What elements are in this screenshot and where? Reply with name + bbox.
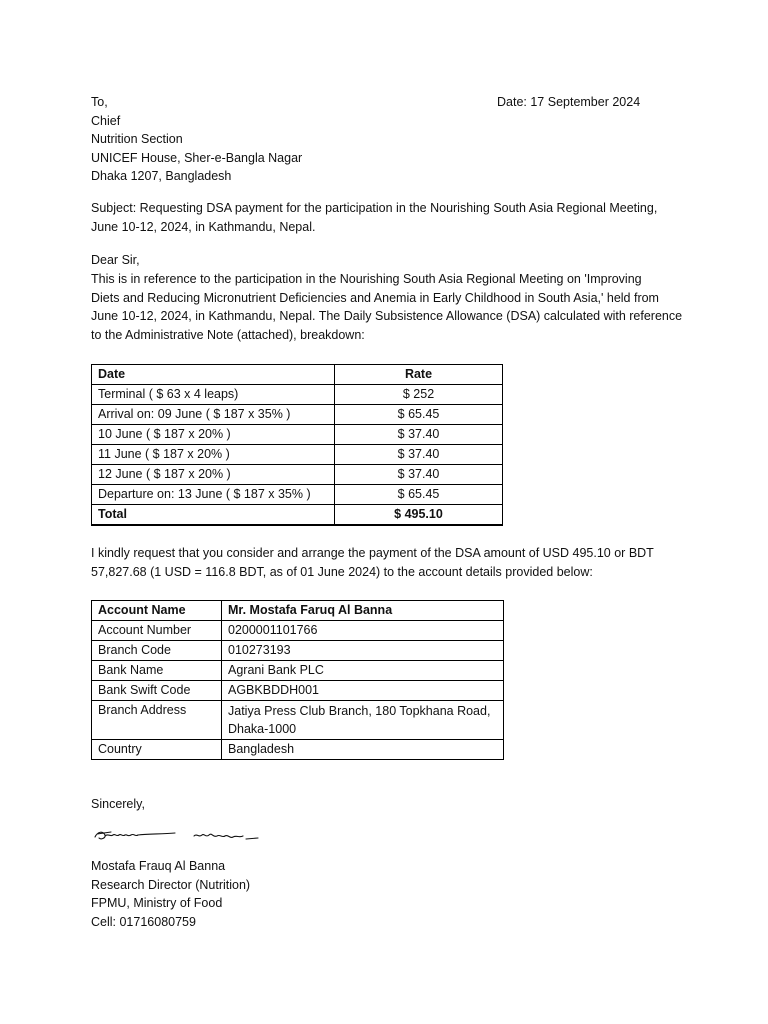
dsa-date-cell: Terminal ( $ 63 x 4 leaps) — [92, 385, 335, 405]
table-row — [92, 445, 503, 465]
dsa-rate-cell: $ 37.40 — [335, 445, 503, 465]
table-row — [92, 701, 504, 740]
signer-name: Mostafa Frauq Al Banna — [91, 859, 226, 873]
signer-organization: FPMU, Ministry of Food — [91, 896, 223, 910]
account-field-value: Jatiya Press Club Branch, 180 Topkhana Road, Dhaka-1000 — [222, 701, 504, 740]
salutation — [91, 251, 140, 270]
dsa-date-cell: 12 June ( $ 187 x 20% ) — [92, 465, 335, 485]
column-header-rate: Rate — [335, 365, 503, 385]
dsa-date-cell: 10 June ( $ 187 x 20% ) — [92, 425, 335, 445]
dsa-rate-cell: $ 37.40 — [335, 425, 503, 445]
intro-line: Diets and Reducing Micronutrient Deficiencies and Anemia in Early Childhood in South Asia,' held from — [91, 290, 659, 305]
recipient-line: Dhaka 1207, Bangladesh — [91, 169, 232, 183]
closing — [91, 795, 145, 814]
account-field-value: 010273193 — [222, 641, 504, 661]
intro-line: to the Administrative Note (attached), breakdown: — [91, 327, 365, 342]
table-header-row — [92, 601, 504, 621]
table-row — [92, 641, 504, 661]
total-amount: $ 495.10 — [335, 505, 503, 526]
account-field-label: Branch Code — [92, 641, 222, 661]
signer-title: Research Director (Nutrition) — [91, 877, 251, 892]
account-field-value: Agrani Bank PLC — [222, 661, 504, 681]
recipient-line: To, — [91, 95, 108, 109]
recipient-address — [91, 93, 302, 186]
intro-line: June 10-12, 2024, in Kathmandu, Nepal. The Daily Subsistence Allowance (DSA) calculated with reference — [91, 309, 683, 323]
table-row — [92, 425, 503, 445]
account-field-value: 0200001101766 — [222, 621, 504, 641]
dsa-date-cell: 11 June ( $ 187 x 20% ) — [92, 445, 335, 465]
request-line: I kindly request that you consider and arrange the payment of the DSA amount of USD 495.10 or BDT — [91, 546, 654, 560]
closing-line: Sincerely, — [91, 797, 145, 811]
dsa-date-cell: Departure on: 13 June ( $ 187 x 35% ) — [92, 485, 335, 505]
dsa-date-cell: Arrival on: 09 June ( $ 187 x 35% ) — [92, 405, 335, 425]
table-row — [92, 405, 503, 425]
account-field-label: Country — [92, 740, 222, 760]
dsa-rate-cell: $ 65.45 — [335, 405, 503, 425]
dsa-breakdown-table — [91, 364, 503, 526]
dsa-rate-cell: $ 65.45 — [335, 485, 503, 505]
dsa-rate-cell: $ 37.40 — [335, 465, 503, 485]
table-row — [92, 385, 503, 405]
account-field-label: Bank Name — [92, 661, 222, 681]
account-name-value: Mr. Mostafa Faruq Al Banna — [222, 601, 504, 621]
request-paragraph — [91, 544, 654, 581]
table-row — [92, 485, 503, 505]
account-field-value: AGBKBDDH001 — [222, 681, 504, 701]
table-row — [92, 465, 503, 485]
table-header-row — [92, 365, 503, 385]
column-header-date: Date — [92, 365, 335, 385]
subject-line: Subject: Requesting DSA payment for the participation in the Nourishing South Asia Regional Meeting, — [91, 201, 658, 215]
signer-phone: Cell: 01716080759 — [91, 914, 196, 929]
subject — [91, 199, 657, 236]
recipient-line: Nutrition Section — [91, 132, 183, 146]
total-row — [92, 505, 503, 526]
account-field-label: Bank Swift Code — [92, 681, 222, 701]
table-row — [92, 621, 504, 641]
dsa-rate-cell: $ 252 — [335, 385, 503, 405]
subject-line: June 10-12, 2024, in Kathmandu, Nepal. — [91, 219, 316, 234]
account-field-label: Account Number — [92, 621, 222, 641]
handwritten-signature — [91, 823, 271, 851]
account-field-value: Bangladesh — [222, 740, 504, 760]
signer-block — [91, 857, 250, 931]
letter-date: Date: 17 September 2024 — [497, 95, 641, 109]
table-row — [92, 681, 504, 701]
table-row — [92, 740, 504, 760]
salutation-line: Dear Sir, — [91, 253, 140, 267]
recipient-line: Chief — [91, 113, 121, 128]
intro-paragraph — [91, 270, 682, 344]
table-row — [92, 661, 504, 681]
recipient-line: UNICEF House, Sher-e-Bangla Nagar — [91, 150, 303, 165]
account-name-label: Account Name — [92, 601, 222, 621]
request-line: 57,827.68 (1 USD = 116.8 BDT, as of 01 June 2024) to the account details provided below: — [91, 564, 593, 579]
account-details-table — [91, 600, 504, 760]
intro-line: This is in reference to the participation in the Nourishing South Asia Regional Meeting on 'Improving — [91, 272, 642, 286]
total-label: Total — [92, 505, 335, 526]
account-field-label: Branch Address — [92, 701, 222, 740]
